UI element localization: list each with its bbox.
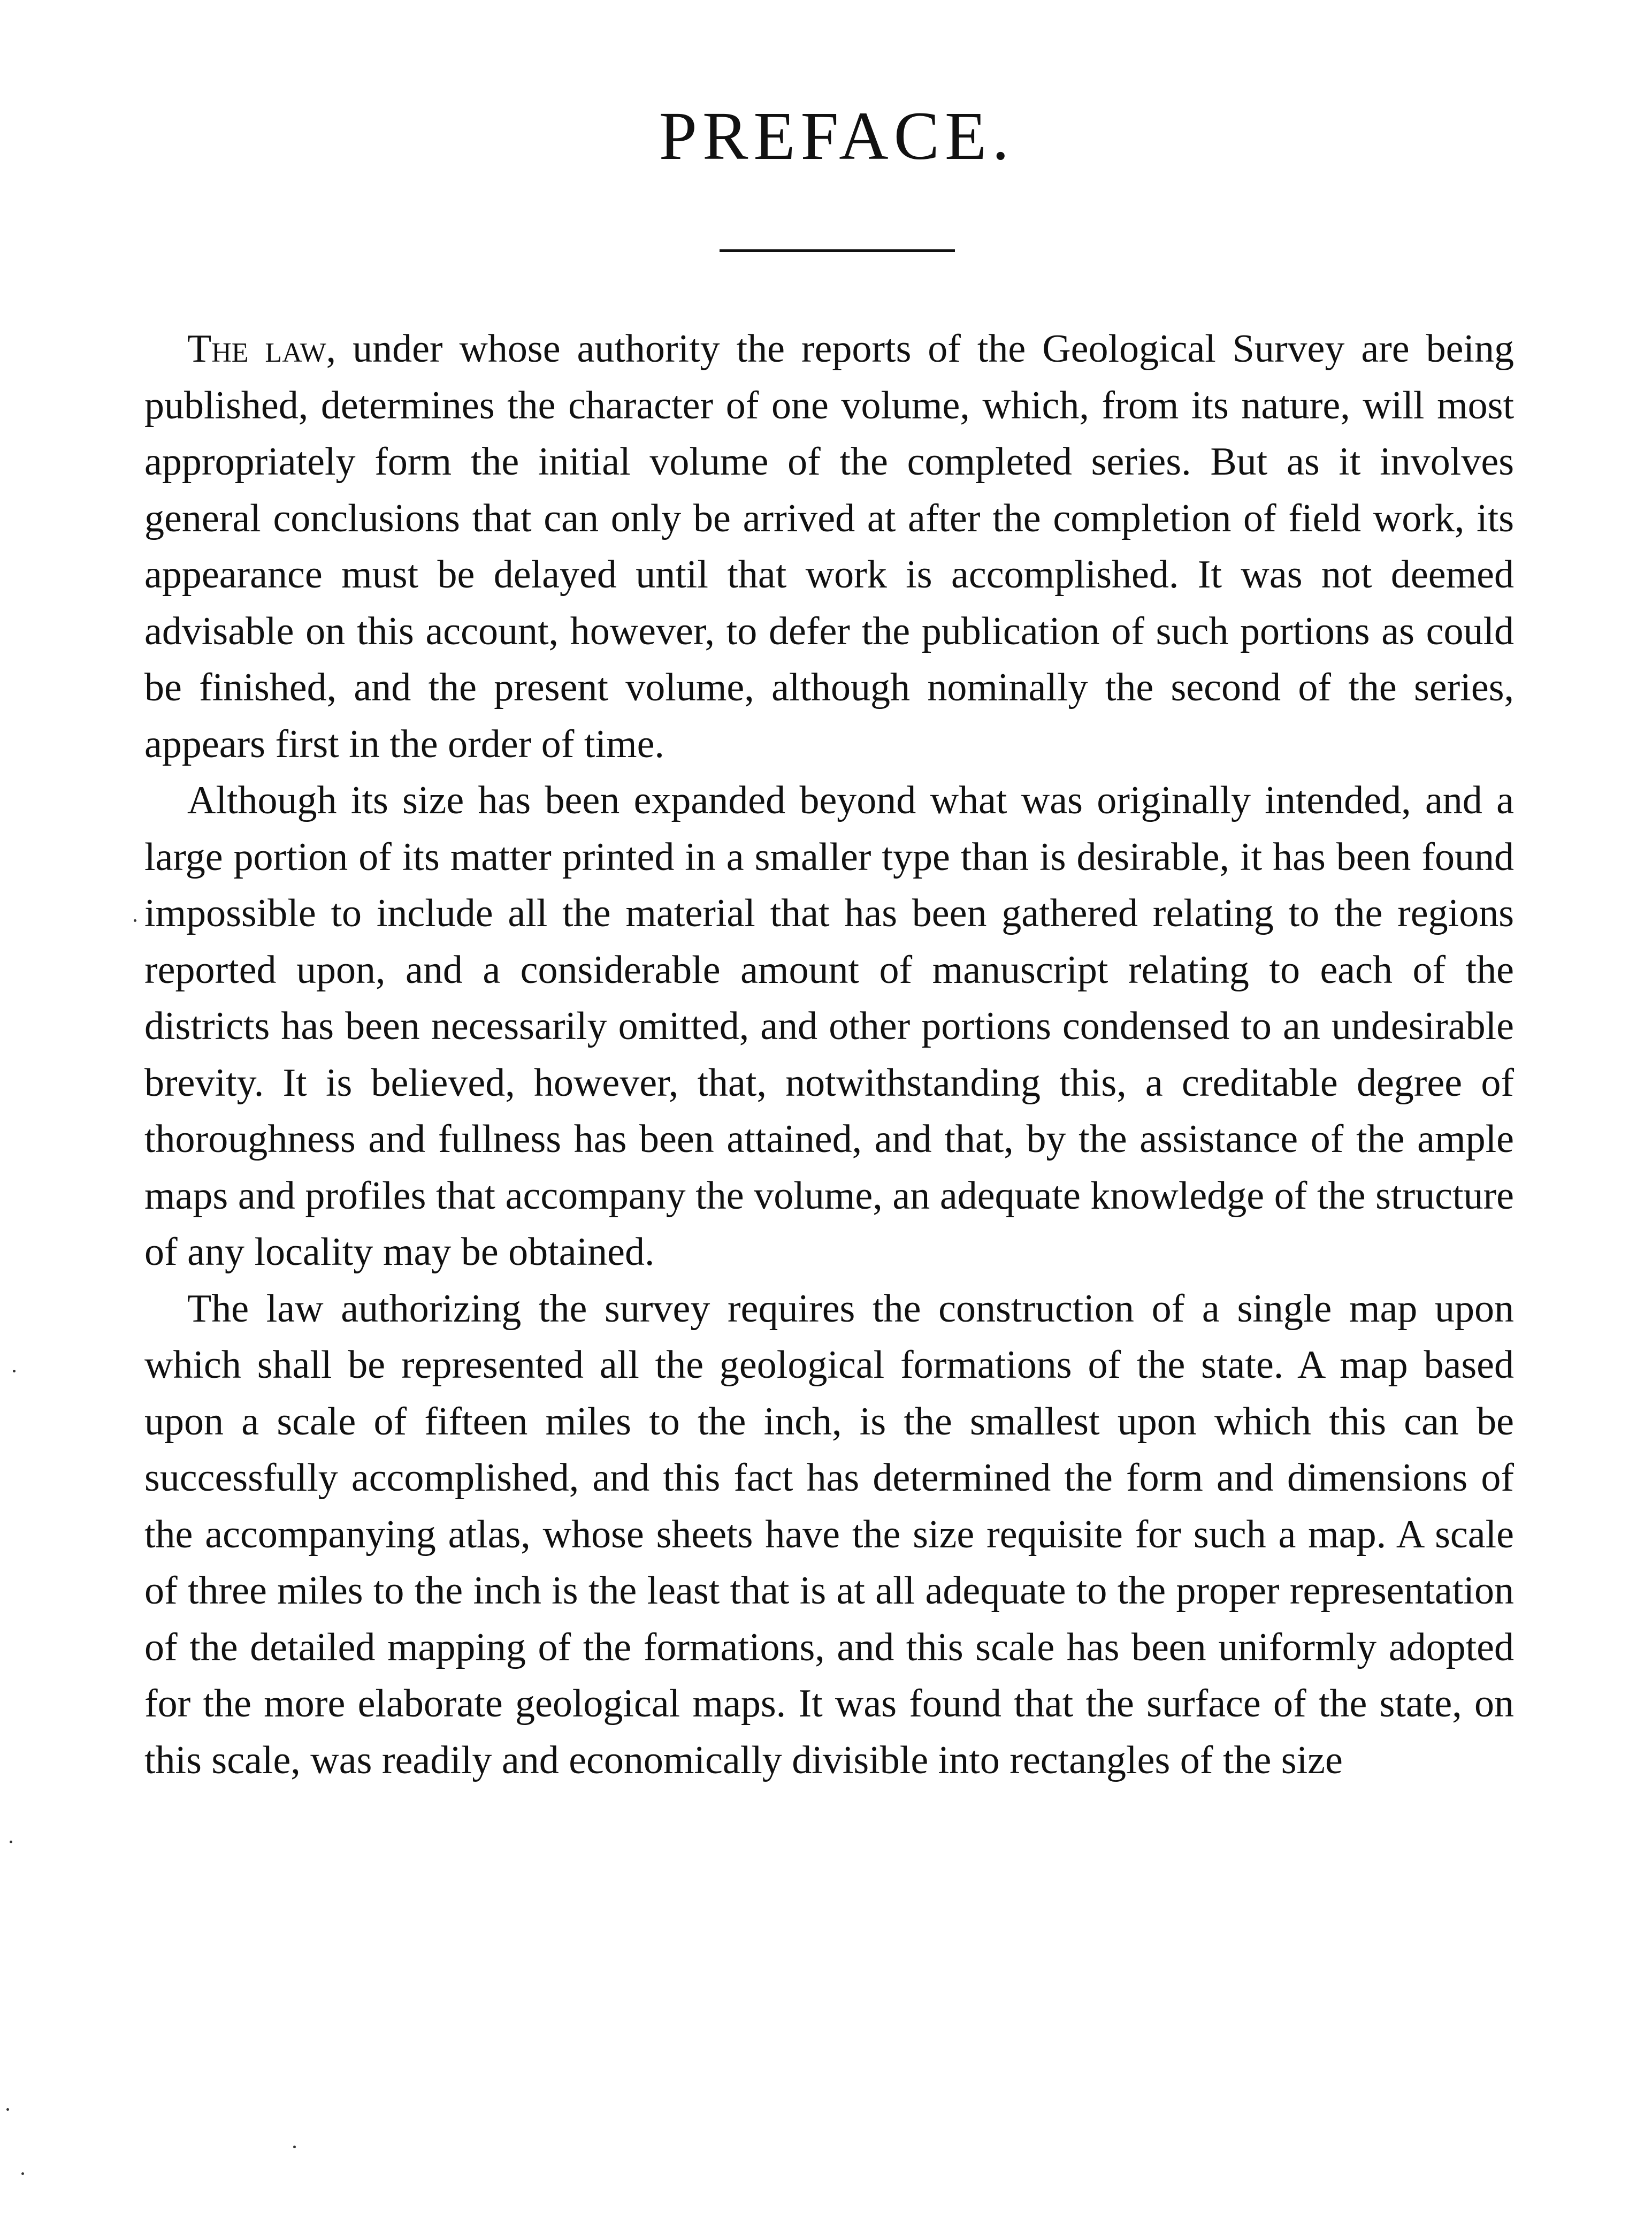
paragraph-3 bbox=[144, 1281, 1514, 1789]
paper-speck bbox=[21, 2172, 24, 2175]
page-title: PREFACE. bbox=[659, 98, 1015, 174]
paragraph-lead-words: The law bbox=[187, 327, 326, 371]
paper-speck bbox=[293, 2146, 296, 2148]
body-text bbox=[144, 321, 1514, 1789]
paragraph-2 bbox=[144, 773, 1514, 1281]
paragraph-text: The law authorizing the survey requires the construction of a single map upon which shall be represented all the geological formations of the state. A map based upon a scale of fifteen miles to the inch, is the smallest upon which this can be successfully accomplished, and this fact has determined the form and dimensions of the accompanying atlas, whose sheets have the size requisite for such a map. A scale of three miles to the inch is the least that is at all adequate to the proper representation of the detailed mapping of the formations, and this scale has been uniformly adopted for the more elaborate geological maps. It was found that the surface of the state, on this scale, was readily and economically divisible into rectangles of the size bbox=[144, 1286, 1514, 1782]
paragraph-text: Although its size has been expanded beyond what was originally intended, and a large portion of its matter printed in a smaller type than is desirable, it has been found impossible to include all the material that has been gathered relating to the regions reported upon, and a considerable amount of manuscript relating to each of the districts has been necessarily omitted, and other portions condensed to an undesirable brevity. It is believed, however, that, notwithstanding this, a creditable degree of thoroughness and fullness has been attained, and that, by the assistance of the ample maps and profiles that accompany the volume, an adequate knowledge of the structure of any locality may be obtained. bbox=[144, 779, 1514, 1274]
paragraph-text: , under whose authority the reports of the Geological Survey are being published, determines the character of one volume, which, from its nature, will most appropriately form the initial volume of the completed series. But as it involves general conclusions that can only be arrived at after the completion of field work, its appearance must be delayed until that work is accomplished. It was not deemed advisable on this account, however, to defer the publication of such portions as could be finished, and the present volume, although nominally the second of the series, appears first in the order of time. bbox=[144, 327, 1514, 766]
paragraph-1 bbox=[144, 321, 1514, 773]
paper-speck bbox=[13, 1370, 16, 1372]
title-divider bbox=[720, 249, 955, 252]
paper-speck bbox=[134, 919, 136, 922]
paper-speck bbox=[10, 1841, 12, 1843]
paper-speck bbox=[6, 2108, 9, 2111]
